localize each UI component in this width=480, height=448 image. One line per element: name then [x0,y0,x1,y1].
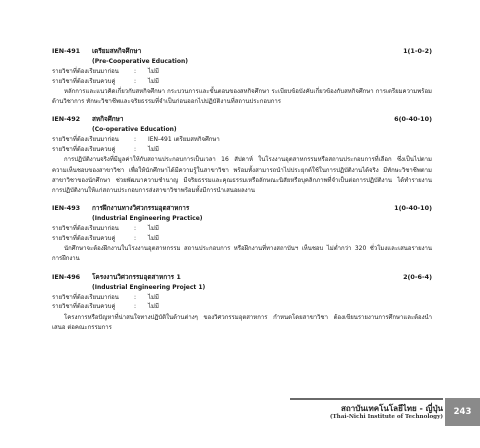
corequisite-label: รายวิชาที่ต้องเรียนควบคู่ [52,234,116,242]
course-code: IEN-492 [52,115,81,124]
course-credits: 1(0-40-10) [394,204,432,213]
prerequisite-label: รายวิชาที่ต้องเรียนมาก่อน [52,225,119,233]
course-entry [52,203,432,264]
course-credits: 2(0-6-4) [403,272,432,281]
course-entry [52,114,432,196]
course-description: การปฏิบัติงานจริงที่มีมูลค่าให้กับสถานประกอบการเป็นเวลา 16 สัปดาห์ ในโรงงานอุตสาหกรรมหรือสถานประกอบการที่เลือก ซึ่งเป็นไปตามความเห็นชอบของสาขาวิชา เพื่อให้นักศึกษาได้มีความรู้ในสาขาวิชา พร้อมทั้งสามารถนำไปประยุกต์ใช้ในการปฏิบัติงานได้จริง มีทักษะวิชาชีพตามสาขาวิชาของนักศึกษา ช่วยพัฒนาความชำนาญ มีจริยธรรมและคุณธรรมเหรือลักษณะนิสัยหรือบุคลิกภาพที่จำเป็นต่อการปฏิบัติงาน ได้ทำรายงานการปฏิบัติงานให้แก่สถานประกอบการส่งสาขาวิชาพร้อมทั้งมีการนำเสนอผลงาน [52,156,432,195]
prerequisite-row [52,67,432,77]
course-code: IEN-496 [52,272,81,281]
course-credits: 1(1-0-2) [403,47,432,55]
institute-name-en: (Thai-Nichi Institute of Technology) [329,414,443,420]
course-title-th: การฝึกงานทางวิศวกรรมอุตสาหการ [92,204,190,213]
corequisite-row [52,234,432,244]
course-header [52,114,432,125]
course-description: โครงการหรือปัญหาที่น่าสนใจทางปฏิบัติในด้านต่างๆ ของวิศวกรรมอุตสาหการ กำหนดโดยสาขาวิชา ต้องเขียนรายงานการศึกษาและต้องนำเสนอ ต่อคณะกรรมการ [52,313,432,331]
course-header [52,203,432,214]
course-title-en: (Pre-Cooperative Education) [92,58,189,65]
course-header [52,46,432,57]
corequisite-value: ไม่มี [148,234,159,242]
prerequisite-row [52,135,432,145]
institute-name-th: สถาบันเทคโนโลยีไทย - ญี่ปุ่น [340,404,443,413]
course-entry [52,46,432,107]
colon: : [134,293,137,301]
corequisite-row [52,77,432,87]
corequisite-value: ไม่มี [148,77,159,85]
course-code: IEN-491 [52,47,81,55]
course-title-th: เตรียมสหกิจศึกษา [92,47,142,55]
course-description: นักศึกษาจะต้องฝึกงานในโรงงานอุตสาหกรรม สถานประกอบการ หรือฝึกงานที่ทางสถาบันฯ เห็นชอบ ไม่ต่ำกว่า 320 ชั่วโมงและเสนอรายงานการฝึกงาน [52,245,432,263]
colon: : [134,225,137,233]
course-description: หลักการและแนวคิดเกี่ยวกับสหกิจศึกษา กระบวนการและขั้นตอนของสหกิจศึกษา ระเบียบข้อบังคับเกี่ยวข้องกับสหกิจศึกษา การเตรียมความพร้อมด้านวิชาการ ทักษะวิชาชีพและจริยธรรมที่จำเป็นก่อนออกไปปฏิบัติงานที่สถานประกอบการ [52,88,432,106]
colon: : [134,303,137,311]
course-code: IEN-493 [52,204,81,213]
page-number: 243 [445,398,480,426]
course-credits: 6(0-40-10) [394,115,432,124]
colon: : [134,136,137,144]
course-title-en: (Co-operative Education) [92,126,177,134]
prerequisite-value: ไม่มี [148,68,159,75]
corequisite-row [52,145,432,155]
page-footer [290,398,443,428]
corequisite-row [52,302,432,312]
prerequisite-value: ไม่มี [148,225,159,233]
course-title-th: สหกิจศึกษา [92,115,124,124]
course-entry [52,272,432,333]
prerequisite-label: รายวิชาที่ต้องเรียนมาก่อน [52,68,119,75]
prerequisite-row [52,293,432,303]
corequisite-label: รายวิชาที่ต้องเรียนควบคู่ [52,77,116,85]
corequisite-value: ไม่มี [148,303,159,311]
colon: : [134,68,137,75]
colon: : [134,145,137,153]
prerequisite-value: IEN-491 เตรียมสหกิจศึกษา [148,136,220,144]
colon: : [134,77,137,85]
prerequisite-value: ไม่มี [148,293,159,301]
colon: : [134,234,137,242]
prerequisite-label: รายวิชาที่ต้องเรียนมาก่อน [52,293,119,301]
course-title-en: (Industrial Engineering Project 1) [92,283,206,291]
corequisite-label: รายวิชาที่ต้องเรียนควบคู่ [52,145,116,153]
course-title-en: (Industrial Engineering Practice) [92,215,203,223]
prerequisite-row [52,224,432,234]
prerequisite-label: รายวิชาที่ต้องเรียนมาก่อน [52,136,119,144]
course-title-th: โครงงานวิศวกรรมอุตสาหการ 1 [92,272,181,281]
course-header [52,272,432,283]
course-list [52,46,432,340]
corequisite-label: รายวิชาที่ต้องเรียนควบคู่ [52,303,116,311]
corequisite-value: ไม่มี [148,145,159,153]
